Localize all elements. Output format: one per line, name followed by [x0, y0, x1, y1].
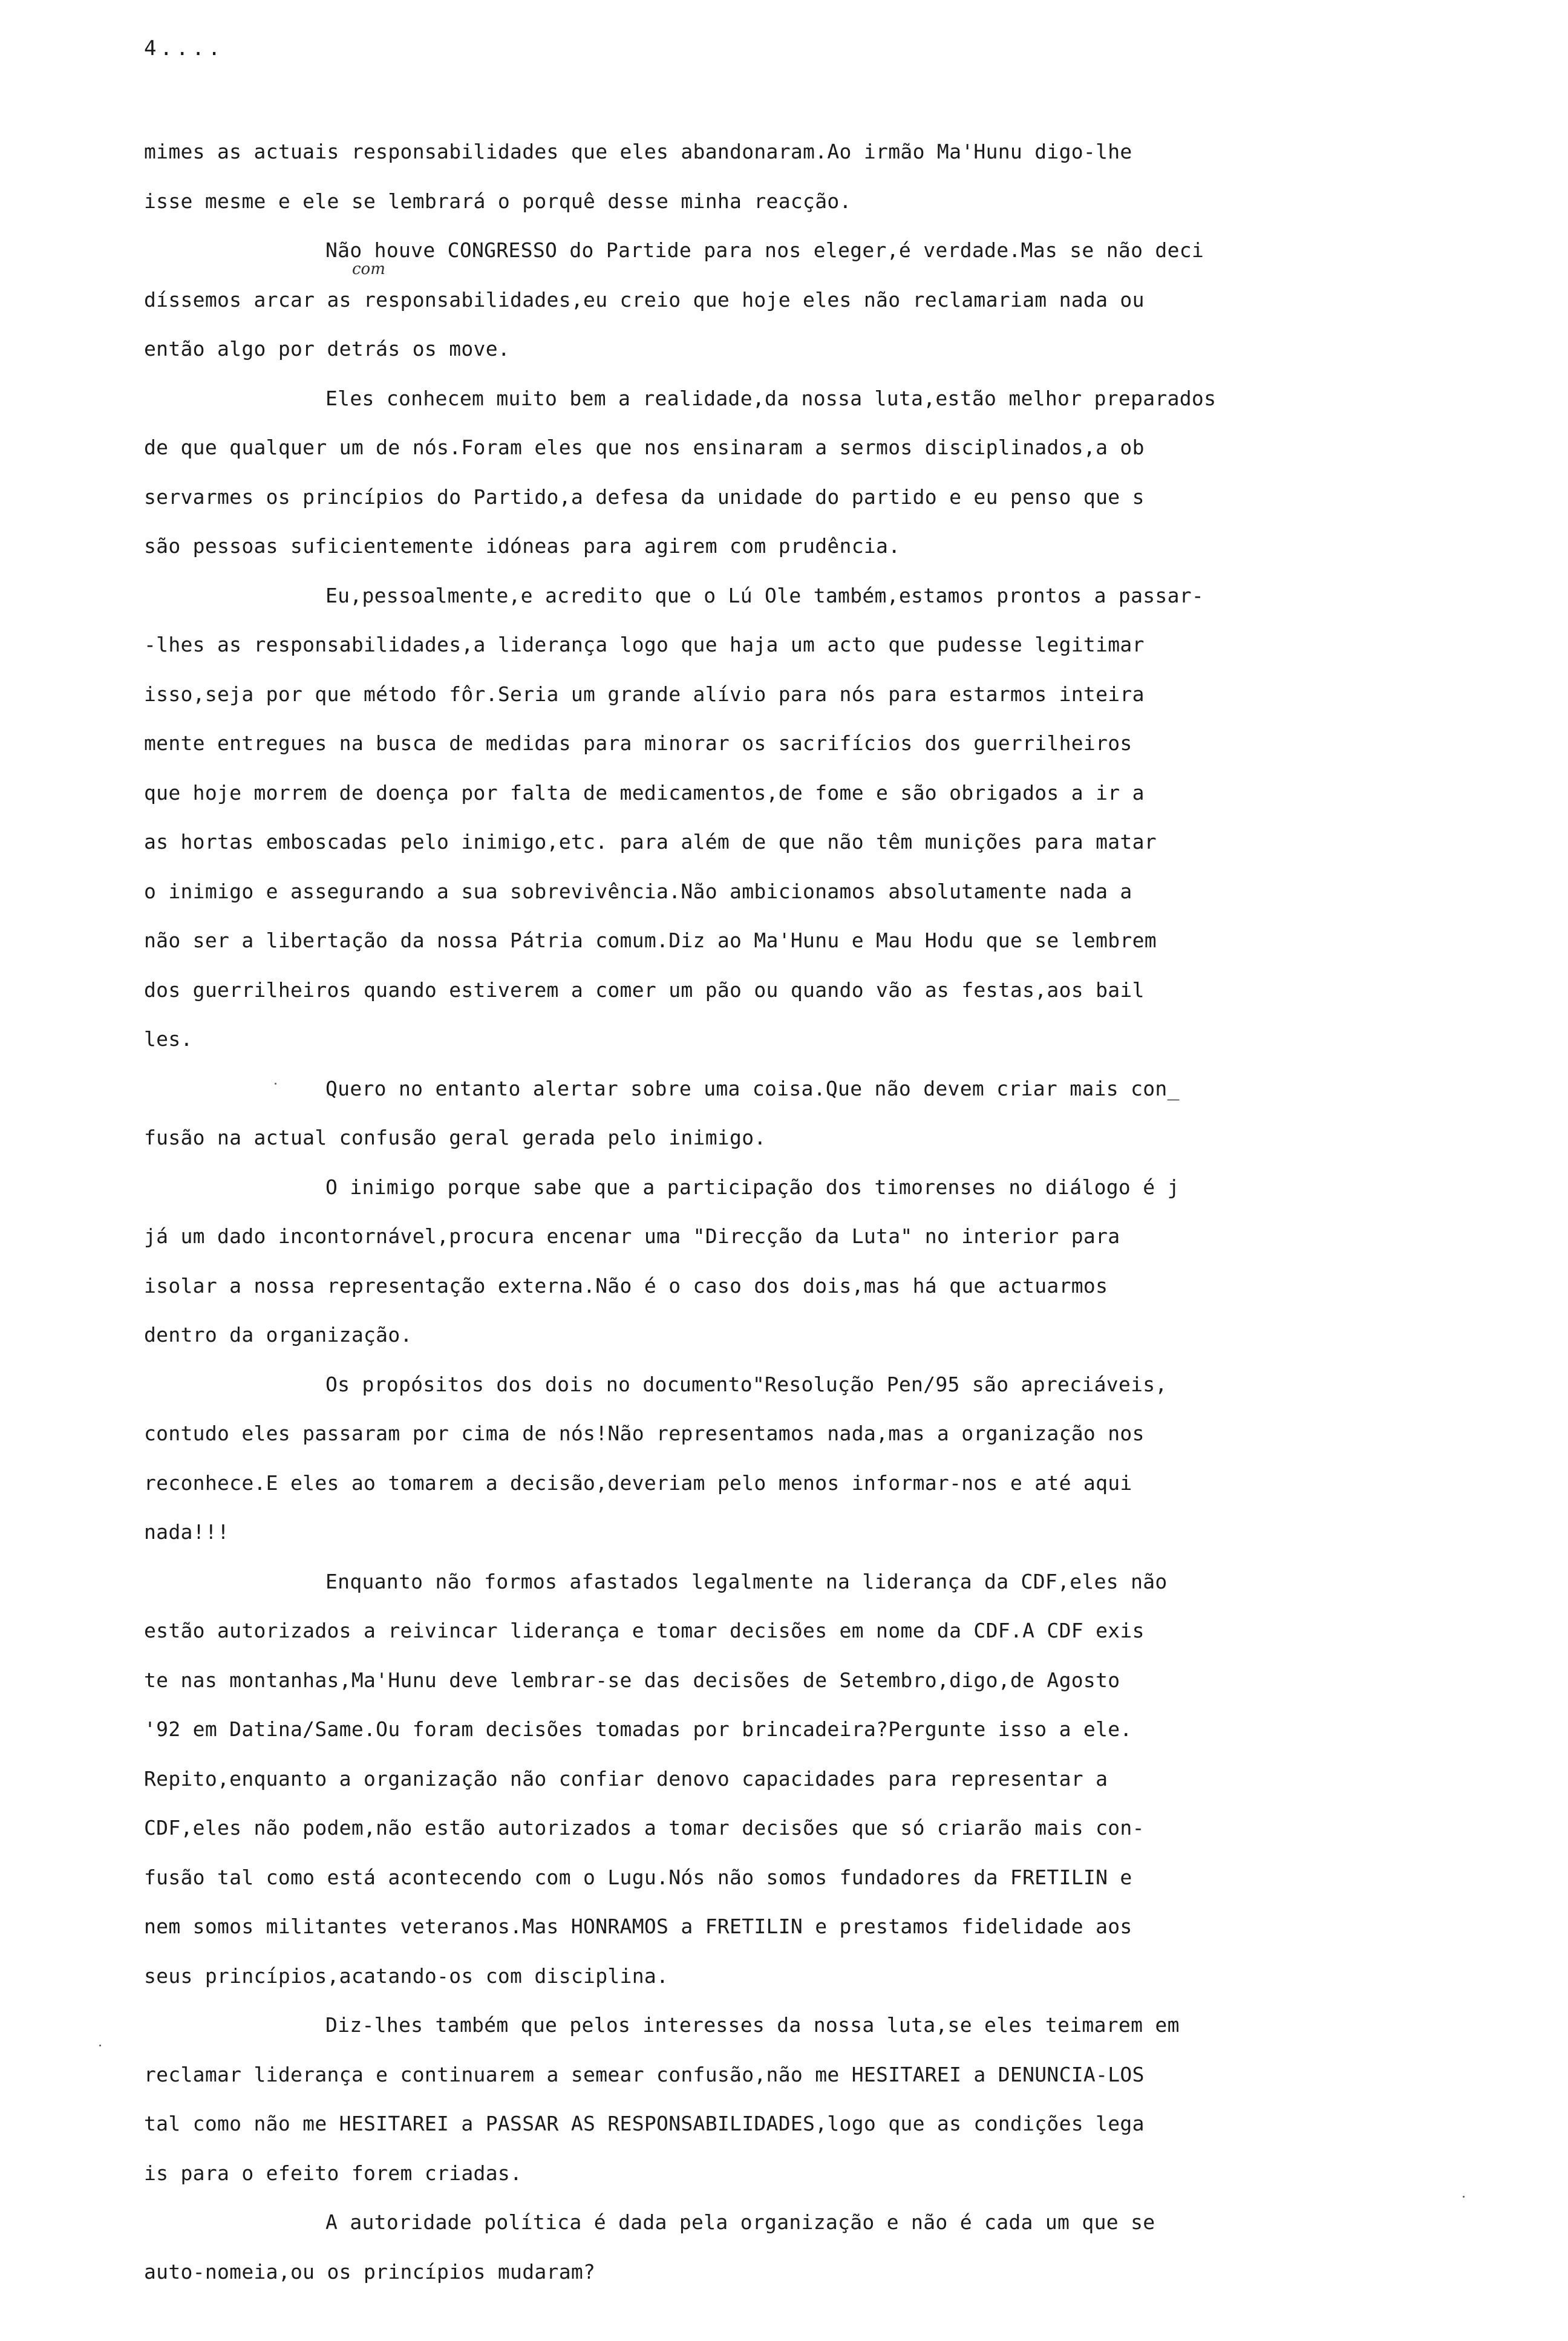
- text-line-44: auto-nomeia,ou os princípios mudaram?: [144, 2259, 596, 2284]
- text-line-17: não ser a libertação da nossa Pátria comum.Diz ao Ma'Hunu e Mau Hodu que se lembrem: [144, 929, 1157, 952]
- text-line-18: dos guerrilheiros quando estiverem a comer um pão ou quando vão as festas,aos bail: [144, 978, 1145, 1002]
- paper-speck: [1463, 2196, 1465, 2198]
- text-line-36: fusão tal como está acontecendo com o Lugu.Nós não somos fundadores da FRETILIN e: [144, 1865, 1132, 1889]
- text-line-28: reconhece.E eles ao tomarem a decisão,deveriam pelo menos informar-nos e até aqui: [144, 1471, 1132, 1495]
- text-line-8: servarmes os princípios do Partido,a defesa da unidade do partido e eu penso que s: [144, 485, 1145, 509]
- text-line-38: seus princípios,acatando-os com disciplina.: [144, 1964, 669, 1988]
- typed-letter-body: [144, 127, 1408, 2296]
- text-line-3: Não houve CONGRESSO do Partide para nos eleger,é verdade.Mas se não deci: [325, 238, 1204, 262]
- text-line-10: Eu,pessoalmente,e acredito que o Lú Ole também,estamos prontos a passar-: [325, 583, 1204, 607]
- text-line-4: díssemos arcar as responsabilidades,eu creio que hoje eles não reclamariam nada ou: [144, 287, 1145, 312]
- text-line-34: Repito,enquanto a organização não confiar denovo capacidades para representar a: [144, 1766, 1108, 1791]
- text-line-24: isolar a nossa representação externa.Não é o caso dos dois,mas há que actuarmos: [144, 1273, 1108, 1298]
- text-line-43: A autoridade política é dada pela organização e não é cada um que se: [325, 2210, 1155, 2234]
- text-line-9: são pessoas suficientemente idóneas para agirem com prudência.: [144, 534, 901, 558]
- handwritten-annotation: com: [352, 260, 385, 278]
- text-line-29: nada!!!: [144, 1520, 230, 1544]
- text-line-41: tal como não me HESITAREI a PASSAR AS RESPONSABILIDADES,logo que as condições lega: [144, 2112, 1145, 2135]
- text-line-1: mimes as actuais responsabilidades que eles abandonaram.Ao irmão Ma'Hunu digo-lhe: [144, 140, 1132, 163]
- text-line-21: fusão na actual confusão geral gerada pelo inimigo.: [144, 1126, 766, 1149]
- text-line-23: já um dado incontornável,procura encenar uma "Direcção da Luta" no interior para: [144, 1224, 1120, 1248]
- text-line-42: is para o efeito forem criadas.: [144, 2161, 523, 2185]
- text-line-7: de que qualquer um de nós.Foram eles que nos ensinaram a sermos disciplinados,a ob: [144, 436, 1145, 459]
- text-line-40: reclamar liderança e continuarem a semear confusão,não me HESITAREI a DENUNCIA-LOS: [144, 2062, 1145, 2086]
- text-line-12: isso,seja por que método fôr.Seria um grande alívio para nós para estarmos inteira: [144, 682, 1145, 706]
- text-line-26: Os propósitos dos dois no documento"Resolução Pen/95 são apreciáveis,: [325, 1372, 1168, 1396]
- text-line-5: então algo por detrás os move.: [144, 337, 511, 361]
- text-line-39: Diz-lhes também que pelos interesses da nossa luta,se eles teimarem em: [325, 2013, 1180, 2037]
- text-line-6: Eles conhecem muito bem a realidade,da nossa luta,estão melhor preparados: [325, 386, 1217, 410]
- text-line-14: que hoje morrem de doença por falta de medicamentos,de fome e são obrigados a ir a: [144, 780, 1145, 805]
- text-line-2: isse mesme e ele se lembrará o porquê desse minha reacção.: [144, 189, 852, 213]
- text-line-35: CDF,eles não podem,não estão autorizados a tomar decisões que só criarão mais con-: [144, 1816, 1145, 1840]
- paper-speck: [275, 1083, 276, 1085]
- text-line-32: te nas montanhas,Ma'Hunu deve lembrar-se das decisões de Setembro,digo,de Agosto: [144, 1668, 1120, 1692]
- page-number: 4....: [144, 36, 224, 60]
- text-line-30: Enquanto não formos afastados legalmente na liderança da CDF,eles não: [325, 1569, 1168, 1593]
- text-line-31: estão autorizados a reivincar liderança e tomar decisões em nome da CDF.A CDF exis: [144, 1619, 1145, 1642]
- text-line-37: nem somos militantes veteranos.Mas HONRAMOS a FRETILIN e prestamos fidelidade aos: [144, 1915, 1132, 1938]
- text-line-22: O inimigo porque sabe que a participação dos timorenses no diálogo é j: [325, 1175, 1180, 1199]
- text-line-25: dentro da organização.: [144, 1323, 413, 1347]
- text-line-15: as hortas emboscadas pelo inimigo,etc. para além de que não têm munições para matar: [144, 830, 1157, 854]
- paper-speck: [99, 2045, 101, 2046]
- text-line-19: les.: [144, 1027, 193, 1051]
- text-line-16: o inimigo e assegurando a sua sobrevivência.Não ambicionamos absolutamente nada a: [144, 879, 1132, 903]
- text-line-33: '92 em Datina/Same.Ou foram decisões tomadas por brincadeira?Pergunte isso a ele.: [144, 1717, 1132, 1741]
- text-line-27: contudo eles passaram por cima de nós!Não representamos nada,mas a organização nos: [144, 1422, 1145, 1445]
- text-line-20: Quero no entanto alertar sobre uma coisa.Que não devem criar mais con_: [325, 1076, 1180, 1100]
- text-line-11: -lhes as responsabilidades,a liderança logo que haja um acto que pudesse legitimar: [144, 633, 1145, 656]
- text-line-13: mente entregues na busca de medidas para minorar os sacrifícios dos guerrilheiros: [144, 731, 1132, 755]
